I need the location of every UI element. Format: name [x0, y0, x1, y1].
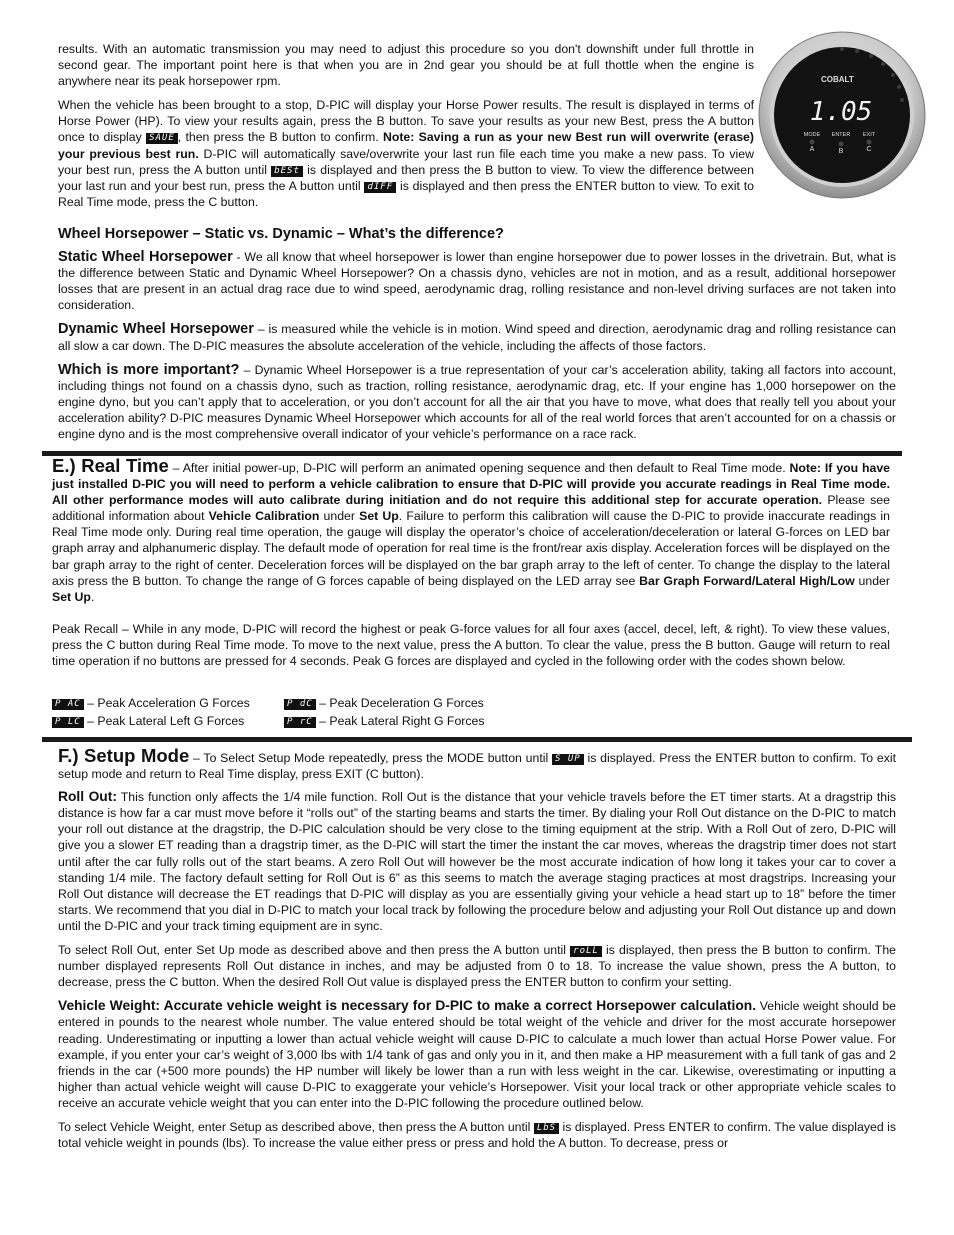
realtime-section [52, 455, 891, 669]
peak-recall-paragraph: Peak Recall – While in any mode, D-PIC will record the highest or peak G-force values for all four axes (accel, decel, left, & right). To view these values, press the C button during Real Time mode. To move to the next value, press the A button. To clear the value, press the B button. Gauge will return to real time operation if no buttons are pressed for 4 seconds. Peak G forces are displayed and cycled in the following order with the codes shown below. [52, 621, 890, 669]
intro-block [58, 41, 754, 210]
vehicle-weight-select-paragraph: To select Vehicle Weight, enter Setup as described above, then press the A button until LbS is displayed. Press ENTER to confirm. The value displayed is total vehicle weight in pounds (lbs). To increase the value either press or press and hold the A button. To decrease, press or [58, 1119, 896, 1151]
vehicle-weight-title: Vehicle Weight: Accurate vehicle weight is necessary for D-PIC to make a correct Horsepower calculation. [58, 998, 757, 1014]
section-divider-f [42, 737, 912, 742]
legend-peak-decel: P dC – Peak Deceleration G Forces [284, 694, 484, 712]
whp-section [58, 226, 896, 442]
lcd-diff-code: dIFF [364, 182, 396, 193]
whp-heading: Wheel Horsepower – Static vs. Dynamic – What’s the difference? [58, 226, 504, 242]
dynamic-whp-paragraph: Dynamic Wheel Horsepower – is measured while the vehicle is in motion. Wind speed and direction, aerodynamic drag and rolling resistance can all slow a car down. The D-PIC measures the absolute acceleration of the vehicle, including the affects of those factors. [58, 321, 897, 353]
intro-paragraph-2: When the vehicle has been brought to a stop, D-PIC will display your Horse Power results. The result is displayed in terms of Horse Power (HP). To view your results again, press the B button. To save your results as your new Best, press the A button once to display SAUE , then press the B button to confirm. Note: Saving a run as your new Best run will overwrite (erase) your previous best run. D-PIC will automatically save/overwrite your last run file each time you make a new pass. To view your best run, press the A button until bESt is displayed and then press the B button to view. To view the difference between your last run and your best run, press the A button until dIFF is displayed and then press the ENTER button to view. To exit to Real Time mode, press the C button. [58, 98, 754, 209]
gauge-exit-label: EXIT [862, 132, 876, 138]
legend-peak-accel: P AC – Peak Acceleration G Forces [52, 694, 284, 712]
note-best-run: Note: Saving a run as your new Best run will overwrite (erase) your previous best run. [58, 130, 754, 161]
setup-title: F.) Setup Mode [58, 745, 190, 766]
legend-peak-left: P LC – Peak Lateral Left G Forces [52, 712, 284, 730]
vehicle-weight-paragraph: Vehicle Weight: Accurate vehicle weight is necessary for D-PIC to make a correct Horsepower calculation. Vehicle weight should be entered in pounds to the nearest whole number. The value entered should be total weight of the vehicle and driver for the most accurate horsepower reading. Underestimating or inputting a lower than actual vehicle weight will cause D-PIC to calculate a much lower than actual Horse Power value. For example, if you enter your car’s weight of 3,000 lbs with 1/4 tank of gas and only you in it, and then make a HP measurement with a full tank of gas and 2 friends in the car (+500 more pounds) the HP number will likely be lower than a run with less weight in the car. Likewise, overestimating or inputting a higher than actual vehicle weight will cause D-PIC to exaggerate your vehicle’s Horsepower. Visit your local track or other appropriate vehicle scales to receive an accurate vehicle weight that you can enter into the D-PIC following the procedure outlined below. [58, 998, 897, 1110]
gauge-reading: 1.05 [809, 97, 873, 127]
gauge-key-a: A [809, 146, 815, 153]
gauge-mode-label: MODE [803, 132, 821, 138]
section-divider-e [42, 451, 902, 456]
static-whp-title: Static Wheel Horsepower [58, 249, 233, 266]
lcd-roll-code: roLL [570, 946, 602, 957]
roll-out-paragraph: Roll Out: This function only affects the 1/4 mile function. Roll Out is the distance that your vehicle travels before the ET timer starts. At a dragstrip this distance is how far a car must move before it “rolls out” of the starting beams and starts the timer. By dialing your Roll Out distance on the D-PIC to match your roll out distance at the dragstrip, the D-PIC calculation should be very close to the timing equipment at the strip. With a Roll Out of zero, D-PIC will give you a slower ET reading than a dragstrip timer, as the D-PIC will start the timer the instant the car moves, whereas the dragstrip timer does not start until after the car fully rolls out of the start beams. A zero Roll Out will however be the most accurate indication of how long it takes your car to cover a standing 1/4 mile. The factory default setting for Roll Out is 6” as this seems to match the average staging practices at most dragstrips. Increasing your Roll Out distance will decrease the ET readings that D-PIC will display as you are essentially giving your vehicle a head start up to 18” before the timer starts. We recommend that you dial in D-PIC to match your local track by following the procedure below and adjusting your Roll Out distance up and down until the D-PIC and your track timing equipment are in sync. [58, 789, 896, 933]
legend-peak-right: P rC – Peak Lateral Right G Forces [284, 712, 485, 730]
lcd-setup-code: S UP [552, 754, 584, 765]
d-pic-gauge-image [757, 30, 927, 200]
gauge-key-c: C [866, 146, 872, 153]
realtime-title: E.) Real Time [52, 455, 169, 476]
dynamic-whp-title: Dynamic Wheel Horsepower [58, 321, 254, 338]
lcd-lbs-code: LbS [534, 1123, 559, 1134]
intro-paragraph-1: results. With an automatic transmission you may need to adjust this procedure so you don't downshift under full throttle in second gear. The important point here is that when you are in 2nd gear you should be at full thottle when the engine is anywhere near its peak horsepower rpm. [58, 42, 754, 89]
gauge-button-c [867, 140, 872, 145]
roll-out-title: Roll Out: [58, 789, 117, 805]
gauge-button-a [810, 140, 815, 145]
which-important-paragraph: Which is more important? – Dynamic Wheel Horsepower is a true representation of your car’s acceleration ability, taking all factors into account, including things not found on a chassis dyno, such as traction, rolling resistance, aerodynamic drag, etc. If your engine has 1,000 horsepower on the engine dyno, but you can’t apply that to acceleration, or you don’t account for all the air that you have to move, what does that really tell you about your acceleration ability? D-PIC measures Dynamic Wheel Horsepower which accounts for all of the real world forces that aren’t accounted for on a chassis or engine dyno and is the most comprehensive overall indicator of your vehicle’s performance on a race rack. [58, 361, 896, 442]
realtime-paragraph: E.) Real Time – After initial power-up, D-PIC will perform an animated opening sequence and then default to Real Time mode. Note: If you have just installed D-PIC you will need to perform a vehicle calibration to ensure that D-PIC will provide you accurate readings in Real Time mode. All other performance modes will auto calibrate during initiation and do not require this additional step for accurate operation. Please see additional information about Vehicle Calibration under Set Up. Failure to perform this calibration will cause the D-PIC to provide inaccurate readings in Real Time mode only. During real time operation, the gauge will display the operator’s choice of acceleration/deceleration or lateral G-forces on LED bar graph array and alphanumeric display. The default mode of operation for real time is the front/rear axis display. Acceleration forces will be displayed on the bar graph array to the right of center. Deceleration forces will be displayed on the bar graph array to the left of center. To change the display to the lateral axis press the B button. To change the range of G forces capable of being displayed on the LED array see Bar Graph Forward/Lateral High/Low under Set Up. [52, 455, 891, 604]
lcd-best-code: bESt [271, 166, 303, 177]
lcd-save-code: SAUE [146, 133, 178, 144]
roll-out-select-paragraph: To select Roll Out, enter Set Up mode as described above and then press the A button until roLL is displayed, then press the B button to confirm. The number displayed represents Roll Out distance in inches, and may be adjusted from 0 to 18. To increase the value shown, press the A button, to decrease, press the C button. When the desired Roll Out value is displayed press the ENTER button to confirm your setting. [58, 943, 897, 990]
gauge-key-b: B [838, 148, 844, 155]
gauge-enter-label: ENTER [831, 132, 851, 138]
setup-intro-paragraph: F.) Setup Mode – To Select Setup Mode repeatedly, press the MODE button until S UP is displayed. Press the ENTER button to confirm. To exit setup mode and return to Real Time display, press EXIT (C button). [58, 745, 896, 782]
gauge-button-b [839, 142, 844, 147]
which-important-title: Which is more important? [58, 361, 240, 378]
static-whp-paragraph: Static Wheel Horsepower - We all know that wheel horsepower is lower than engine horsepower due to power losses in the drivetrain. But, what is the difference between Static and Dynamic Wheel Horsepower? On a chassis dyno, vehicles are not in motion, and as a result, additional horsepower losses that are present in an actual drag race due to wind speed, aerodynamic drag, rolling resistance and non-level driving surfaces are not taken into consideration. [58, 249, 897, 313]
peak-codes-legend [52, 694, 485, 730]
gauge-brand: COBALT [821, 75, 854, 84]
setup-section [58, 745, 897, 1151]
